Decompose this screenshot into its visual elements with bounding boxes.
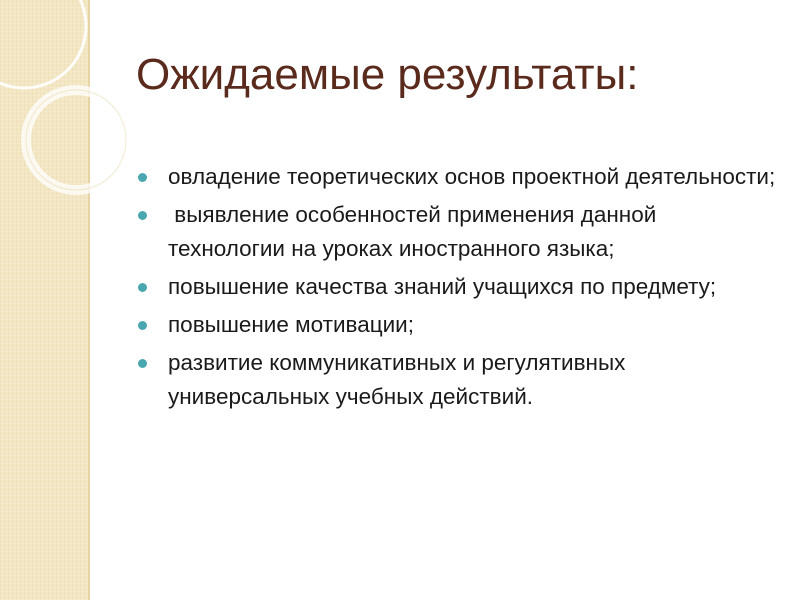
list-item xyxy=(138,198,778,266)
bullet-dot-icon xyxy=(138,321,147,330)
list-item xyxy=(138,160,778,194)
bullet-text: повышение качества знаний учащихся по предмету; xyxy=(168,274,717,299)
list-item xyxy=(138,270,778,304)
bullet-text: выявление особенностей применения данной технологии на уроках иностранного языка; xyxy=(168,202,663,261)
bullet-dot-icon xyxy=(138,173,147,182)
bullet-dot-icon xyxy=(138,359,147,368)
bullet-list xyxy=(138,160,778,418)
side-panel-edge xyxy=(88,0,90,600)
list-item xyxy=(138,308,778,342)
bullet-dot-icon xyxy=(138,283,147,292)
list-item xyxy=(138,346,778,414)
bullet-dot-icon xyxy=(138,211,147,220)
slide-title: Ожидаемые результаты: xyxy=(136,50,639,99)
bullet-text: овладение теоретических основ проектной деятельности; xyxy=(168,164,776,189)
decorative-side-panel xyxy=(0,0,88,600)
bullet-text: развитие коммуникативных и регулятивных универсальных учебных действий. xyxy=(168,350,632,409)
bullet-text: повышение мотивации; xyxy=(168,312,414,337)
